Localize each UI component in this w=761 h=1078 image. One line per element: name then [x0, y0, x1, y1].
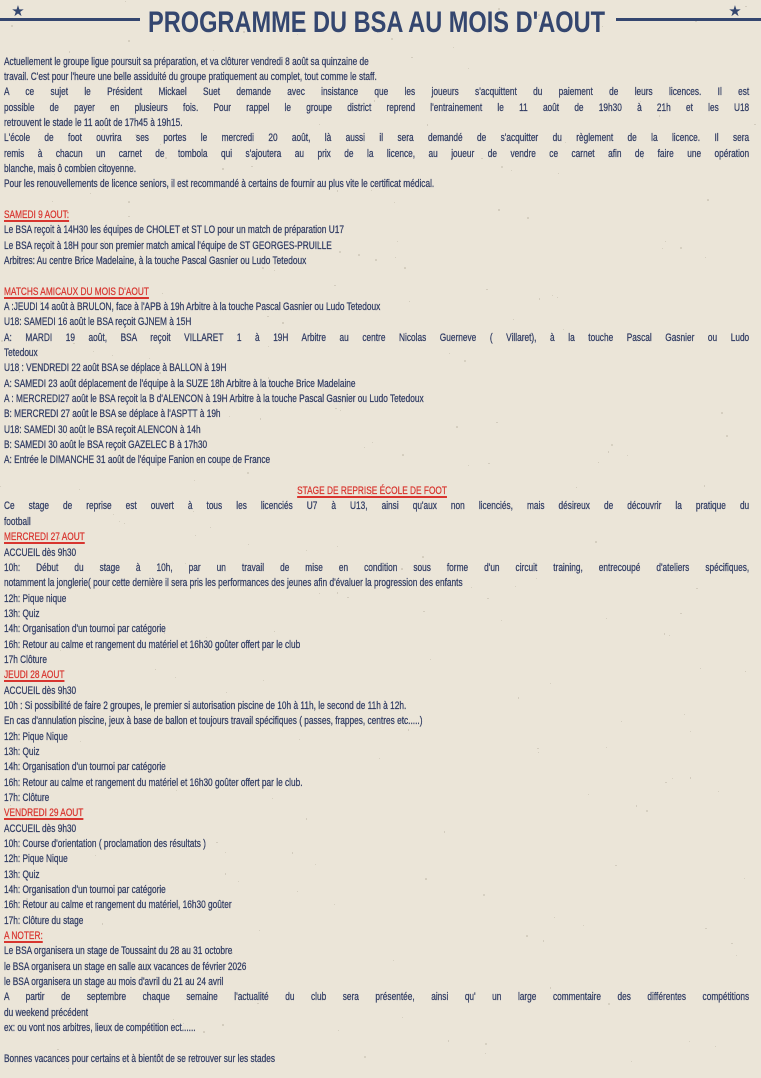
text-line: 17h: Clôture du stage: [4, 914, 84, 927]
text-line: 14h: Organisation d'un tournoi par catégorie: [4, 884, 166, 897]
section-heading: A NOTER:: [4, 930, 43, 943]
text-line: A : MERCREDI27 août le BSA reçoit la B d'ALENCON à 19H Arbitre à la touche Pascal Gasnier ou Ludo Tetedoux: [4, 393, 424, 406]
stage-day: [4, 806, 749, 929]
text-line: Le BSA organisera un stage de Toussaint du 28 au 31 octobre: [4, 945, 233, 958]
section-heading: [4, 484, 749, 499]
paper-texture-speck: [2, 907, 3, 908]
text-line: 13h: Quiz: [4, 745, 40, 758]
stage-day: [4, 530, 749, 668]
text-line: A partir de septembre chaque semaine l'actualité du club sera présentée, ainsi qu' un large commentaire des différentes compétitions: [4, 991, 750, 1004]
text-line: Tetedoux: [4, 347, 38, 360]
text-line: A ce sujet le Président Mickael Suet demande avec insistance que les joueurs s'acquittent du paiement de leurs licences. Il est: [4, 86, 750, 99]
text-line: football: [4, 515, 31, 528]
text-line: blanche, mais ô combien citoyenne.: [4, 162, 137, 175]
text-line: U18 : VENDREDI 22 août BSA se déplace à BALLON à 19H: [4, 362, 227, 375]
text-line: le BSA organisera un stage au mois d'avril du 21 au 24 avril: [4, 976, 224, 989]
text-line: 12h: Pique Nique: [4, 853, 68, 866]
paper-texture-speck: [453, 47, 455, 49]
text-line: A: SAMEDI 23 août déplacement de l'équipe à la SUZE 18h Arbitre à la touche Brice Madelaine: [4, 377, 356, 390]
text-line: 14h: Organisation d'un tournoi par catégorie: [4, 623, 166, 636]
day-heading: MERCREDI 27 AOUT: [4, 531, 85, 544]
text-line: 13h: Quiz: [4, 607, 40, 620]
closing-line: Bonnes vacances pour certains et à bientôt de se retrouver sur les stades: [4, 1052, 275, 1065]
text-line: 17h Clôture: [4, 653, 47, 666]
text-line: U18: SAMEDI 30 août le BSA reçoit ALENCON à 14h: [4, 423, 201, 436]
stage-day: [4, 668, 749, 806]
samedi-section: [4, 208, 749, 269]
text-line: du weekend précédent: [4, 1006, 89, 1019]
star-icon: ★: [728, 3, 742, 20]
day-heading: JEUDI 28 AOUT: [4, 669, 65, 682]
text-line: Arbitres: Au centre Brice Madelaine, à la touche Pascal Gasnier ou Ludo Tetedoux: [4, 254, 307, 267]
text-line: B: MERCREDI 27 août le BSA se déplace à l'ASPTT à 19h: [4, 408, 221, 421]
text-line: 13h: Quiz: [4, 868, 40, 881]
text-line: U18: SAMEDI 16 août le BSA reçoit GJNEM à 15H: [4, 316, 192, 329]
text-line: Pour les renouvellements de licence seniors, il est recommandé à certains de fournir au plus vite le certificat médical.: [4, 178, 435, 191]
text-line: retrouvent le stade le 11 août de 17h45 à 19h15.: [4, 116, 183, 129]
paper-texture-speck: [128, 40, 130, 42]
day-heading: VENDREDI 29 AOUT: [4, 807, 84, 820]
text-line: 12h: Pique nique: [4, 592, 67, 605]
text-line: remis à chacun un carnet de tombola qui s'ajoutera au prix de la licence, au joueur de vendre ce carnet afin de faire une opération: [4, 147, 750, 160]
stage-section: [4, 484, 749, 929]
paper-texture-speck: [213, 50, 214, 51]
paper-texture-speck: [0, 486, 1, 487]
text-line: le BSA organisera un stage en salle aux vacances de février 2026: [4, 960, 247, 973]
text-line: 12h: Pique Nique: [4, 730, 68, 743]
text-line: ACCUEIL dès 9h30: [4, 822, 77, 835]
text-line: ex: ou vont nos arbitres, lieux de compétition ect......: [4, 1022, 196, 1035]
intro-section: [4, 55, 749, 193]
document-body: [4, 55, 749, 1068]
page-title: PROGRAMME DU BSA AU MOIS D'AOUT: [148, 6, 605, 39]
text-line: A: MARDI 19 août, BSA reçoit VILLARET 1 à 19H Arbitre au centre Nicolas Guerneve ( Villaret), à la touche Pascal Gasnier ou Ludo: [4, 331, 750, 344]
paper-texture-speck: [754, 124, 756, 126]
text-line: B: SAMEDI 30 août le BSA reçoit GAZELEC B à 17h30: [4, 439, 208, 452]
section-heading: SAMEDI 9 AOUT:: [4, 208, 70, 221]
paper-texture-speck: [68, 1068, 69, 1069]
text-line: L'école de foot ouvrira ses portes le mercredi 20 août, là aussi il sera demandé de s'acquitter du règlement de la licence. Il sera: [4, 132, 750, 145]
text-line: 16h: Retour au calme et rangement du matériel et 16h30 goûter offert par le club.: [4, 776, 303, 789]
text-line: notamment la jonglerie( pour cette dernière il sera pris les performances des jeunes afin d'évaluer la progression des enfants: [4, 577, 463, 590]
section-heading: MATCHS AMICAUX DU MOIS D'AOUT: [4, 285, 149, 298]
text-line: 14h: Organisation d'un tournoi par catégorie: [4, 761, 166, 774]
text-line: 16h: Retour au calme et rangement du matériel et 16h30 goûter offert par le club: [4, 638, 301, 651]
paper-texture-speck: [69, 51, 70, 52]
text-line: Le BSA reçoit à 14H30 les équipes de CHOLET et ST LO pour un match de préparation U17: [4, 224, 344, 237]
page-header: [0, 0, 761, 40]
star-icon: ★: [11, 3, 25, 20]
text-line: A: Entrée le DIMANCHE 31 août de l'équipe Fanion en coupe de France: [4, 454, 271, 467]
text-line: Ce stage de reprise est ouvert à tous les licenciés U7 à U13, ainsi qu'aux non licenciés, mais désireux de découvrir la pratique du: [4, 500, 750, 513]
a-noter-section: [4, 929, 749, 1036]
text-line: En cas d'annulation piscine, jeux à base de ballon et toujours travail spécifiques ( passes, frappes, centres etc.....): [4, 715, 423, 728]
text-line: ACCUEIL dès 9h30: [4, 546, 77, 559]
text-line: travail. C'est pour l'heure une belle assiduité du groupe pratiquement au complet, tout comme le staff.: [4, 70, 377, 83]
text-line: A :JEUDI 14 août à BRULON, face à l'APB à 19h Arbitre à la touche Pascal Gasnier ou Ludo Tetedoux: [4, 301, 381, 313]
text-line: 16h: Retour au calme et rangement du matériel, 16h30 goûter: [4, 899, 232, 912]
text-line: 17h: Clôture: [4, 792, 50, 804]
text-line: Le BSA reçoit à 18H pour son premier match amical l'équipe de ST GEORGES-PRUILLE: [4, 239, 332, 252]
matchs-section: [4, 285, 749, 469]
stage-heading-text: STAGE DE REPRISE ÉCOLE DE FOOT: [297, 485, 447, 498]
text-line: possible de payer en plusieurs fois. Pour rappel le groupe district reprend l'entrainement le 11 août de 19h30 à 21h et les U18: [4, 101, 750, 114]
text-line: 10h: Début du stage à 10h, par un travail de mise en condition sous forme d'un circuit training, entrecoupé d'ateliers spécifiques,: [4, 561, 750, 574]
text-line: 10h : Si possibilité de faire 2 groupes, le premier si autorisation piscine de 10h à 11h, le second de 11h à 12h.: [4, 699, 407, 712]
text-line: ACCUEIL dès 9h30: [4, 684, 77, 697]
text-line: Actuellement le groupe ligue poursuit sa préparation, et va clôturer vendredi 8 août sa quinzaine de: [4, 55, 369, 68]
text-line: 10h: Course d'orientation ( proclamation des résultats ): [4, 838, 206, 851]
